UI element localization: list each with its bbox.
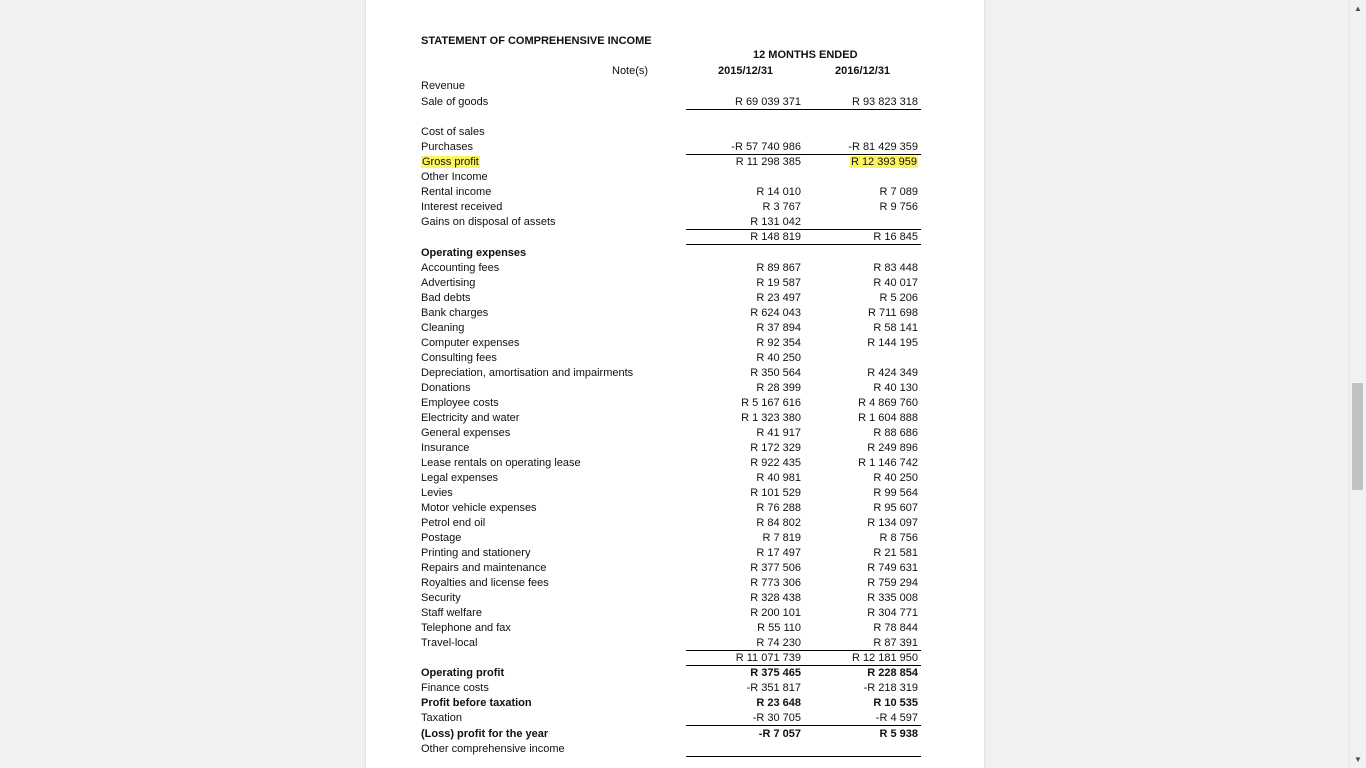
row-value-2016: R 40 017 [873, 277, 918, 289]
row-value-2015: R 89 867 [756, 262, 801, 274]
row-label: General expenses [421, 427, 511, 439]
row-value-2016: R 424 349 [867, 367, 918, 379]
row-value-2015: -R 351 817 [746, 682, 801, 694]
total-rule [686, 109, 802, 110]
total-rule [686, 756, 802, 757]
row-value-2015: R 131 042 [750, 216, 801, 228]
row-value-2016: R 40 130 [873, 382, 918, 394]
column-header-2015: 2015/12/31 [718, 65, 774, 77]
row-value-2016: R 7 089 [879, 186, 918, 198]
total-rule [802, 756, 921, 757]
row-value-2015: R 23 497 [756, 292, 801, 304]
vertical-scrollbar[interactable] [1349, 0, 1366, 768]
total-rule [802, 244, 921, 245]
row-value-2016: R 304 771 [867, 607, 918, 619]
gross-profit-2016: R 12 393 959 [850, 156, 917, 168]
row-value-2016: R 134 097 [867, 517, 918, 529]
row-label: Cleaning [421, 322, 465, 334]
operating-profit-label: Operating profit [421, 667, 505, 679]
operating-expenses-total-2015: R 11 071 739 [735, 652, 801, 664]
row-label: Levies [421, 487, 453, 499]
row-label: Advertising [421, 277, 476, 289]
period-header: 12 MONTHS ENDED [753, 49, 858, 61]
row-value-2016: R 749 631 [867, 562, 918, 574]
row-value-2015: R 40 250 [756, 352, 801, 364]
row-label: Bad debts [421, 292, 471, 304]
row-value-2015: R 19 587 [756, 277, 801, 289]
row-value-2015: R 17 497 [756, 547, 801, 559]
row-label: Repairs and maintenance [421, 562, 547, 574]
column-header-2016: 2016/12/31 [835, 65, 891, 77]
scrollbar-thumb[interactable] [1352, 383, 1363, 490]
row-label: Motor vehicle expenses [421, 502, 537, 514]
profit-for-year-2016: R 5 938 [879, 728, 918, 740]
row-label: Other comprehensive income [421, 743, 565, 755]
row-value-2015: R 377 506 [750, 562, 801, 574]
row-value-2016: R 88 686 [873, 427, 918, 439]
row-value-2016: -R 4 597 [875, 712, 918, 724]
statement-title: STATEMENT OF COMPREHENSIVE INCOME [421, 35, 652, 47]
row-label: Finance costs [421, 682, 489, 694]
total-rule [802, 109, 921, 110]
row-value-2015: R 1 323 380 [741, 412, 801, 424]
document-page [366, 0, 984, 768]
operating-expenses-total-2016: R 12 181 950 [851, 652, 918, 664]
row-value-2016: R 21 581 [873, 547, 918, 559]
row-label: Gains on disposal of assets [421, 216, 556, 228]
row-label: Purchases [421, 141, 473, 153]
row-value-2016: R 144 195 [867, 337, 918, 349]
profit-before-taxation-2015: R 23 648 [756, 697, 801, 709]
row-value-2015: -R 30 705 [752, 712, 801, 724]
row-value-2015: R 922 435 [750, 457, 801, 469]
row-label: Revenue [421, 80, 466, 92]
row-value-2016: R 249 896 [867, 442, 918, 454]
row-label: Staff welfare [421, 607, 482, 619]
row-label: Other Income [421, 171, 488, 183]
row-value-2016: R 5 206 [879, 292, 918, 304]
row-value-2015: R 69 039 371 [734, 96, 801, 108]
row-value-2016: R 78 844 [873, 622, 918, 634]
row-value-2016: R 4 869 760 [858, 397, 918, 409]
row-label: Rental income [421, 186, 492, 198]
profit-before-taxation-label: Profit before taxation [421, 697, 532, 709]
row-label: Electricity and water [421, 412, 520, 424]
row-value-2015: R 624 043 [750, 307, 801, 319]
row-label: Printing and stationery [421, 547, 531, 559]
row-value-2015: R 41 917 [756, 427, 801, 439]
row-value-2016: R 759 294 [867, 577, 918, 589]
row-value-2016: R 93 823 318 [851, 96, 918, 108]
row-value-2015: R 92 354 [756, 337, 801, 349]
row-label: Legal expenses [421, 472, 499, 484]
row-value-2015: R 350 564 [750, 367, 801, 379]
row-value-2016: R 58 141 [873, 322, 918, 334]
notes-header: Note(s) [612, 65, 649, 77]
other-income-total-2016: R 16 845 [873, 231, 918, 243]
row-value-2016: R 8 756 [879, 532, 918, 544]
row-label: Computer expenses [421, 337, 520, 349]
scroll-down-arrow-icon[interactable]: ▼ [1354, 755, 1362, 764]
row-label: Employee costs [421, 397, 499, 409]
row-label: Telephone and fax [421, 622, 511, 634]
row-value-2015: R 84 802 [756, 517, 801, 529]
total-rule [686, 244, 802, 245]
row-value-2016: R 711 698 [868, 307, 918, 319]
row-value-2015: R 328 438 [750, 592, 801, 604]
row-label: Depreciation, amortisation and impairments [421, 367, 634, 379]
row-value-2015: R 7 819 [762, 532, 801, 544]
operating-profit-2016: R 228 854 [867, 667, 918, 679]
profit-before-taxation-2016: R 10 535 [873, 697, 918, 709]
row-value-2015: -R 57 740 986 [731, 141, 801, 153]
row-value-2016: R 40 250 [873, 472, 918, 484]
row-value-2016: R 99 564 [873, 487, 918, 499]
profit-for-year-label: (Loss) profit for the year [421, 728, 549, 740]
row-value-2015: R 55 110 [757, 622, 801, 634]
row-value-2016: R 83 448 [873, 262, 918, 274]
row-label: Lease rentals on operating lease [421, 457, 581, 469]
row-label: Consulting fees [421, 352, 497, 364]
row-value-2016: R 1 604 888 [858, 412, 918, 424]
row-label: Petrol end oil [421, 517, 486, 529]
row-label: Travel-local [421, 637, 478, 649]
row-label: Insurance [421, 442, 470, 454]
row-value-2016: -R 218 319 [863, 682, 918, 694]
row-value-2016: R 1 146 742 [858, 457, 918, 469]
row-label: Taxation [421, 712, 462, 724]
total-rule [802, 725, 921, 726]
row-value-2016: -R 81 429 359 [848, 141, 918, 153]
total-rule [686, 725, 802, 726]
row-value-2015: R 5 167 616 [741, 397, 801, 409]
row-label: Royalties and license fees [421, 577, 549, 589]
row-value-2015: R 28 399 [756, 382, 801, 394]
row-value-2016: R 95 607 [873, 502, 918, 514]
row-label: Postage [421, 532, 462, 544]
operating-profit-2015: R 375 465 [750, 667, 801, 679]
row-label: Accounting fees [421, 262, 500, 274]
row-value-2016: R 9 756 [879, 201, 918, 213]
gross-profit-2015: R 11 298 385 [735, 156, 801, 168]
row-label: Sale of goods [421, 96, 489, 108]
row-value-2015: R 200 101 [750, 607, 801, 619]
row-value-2015: R 74 230 [756, 637, 801, 649]
row-value-2015: R 773 306 [750, 577, 801, 589]
row-label: Bank charges [421, 307, 489, 319]
row-value-2015: R 76 288 [756, 502, 801, 514]
row-value-2015: R 3 767 [762, 201, 801, 213]
row-label: Interest received [421, 201, 503, 213]
operating-expenses-heading: Operating expenses [421, 247, 527, 259]
row-value-2016: R 335 008 [867, 592, 918, 604]
row-value-2016: R 87 391 [873, 637, 918, 649]
scroll-up-arrow-icon[interactable]: ▲ [1354, 4, 1362, 13]
row-value-2015: R 14 010 [756, 186, 801, 198]
profit-for-year-2015: -R 7 057 [758, 728, 801, 740]
row-label: Security [421, 592, 461, 604]
row-value-2015: R 37 894 [756, 322, 801, 334]
row-value-2015: R 172 329 [750, 442, 801, 454]
row-label: Donations [421, 382, 471, 394]
gross-profit-label: Gross profit [422, 156, 479, 168]
row-value-2015: R 40 981 [756, 472, 801, 484]
other-income-total-2015: R 148 819 [750, 231, 801, 243]
row-label: Cost of sales [421, 126, 485, 138]
row-value-2015: R 101 529 [750, 487, 801, 499]
